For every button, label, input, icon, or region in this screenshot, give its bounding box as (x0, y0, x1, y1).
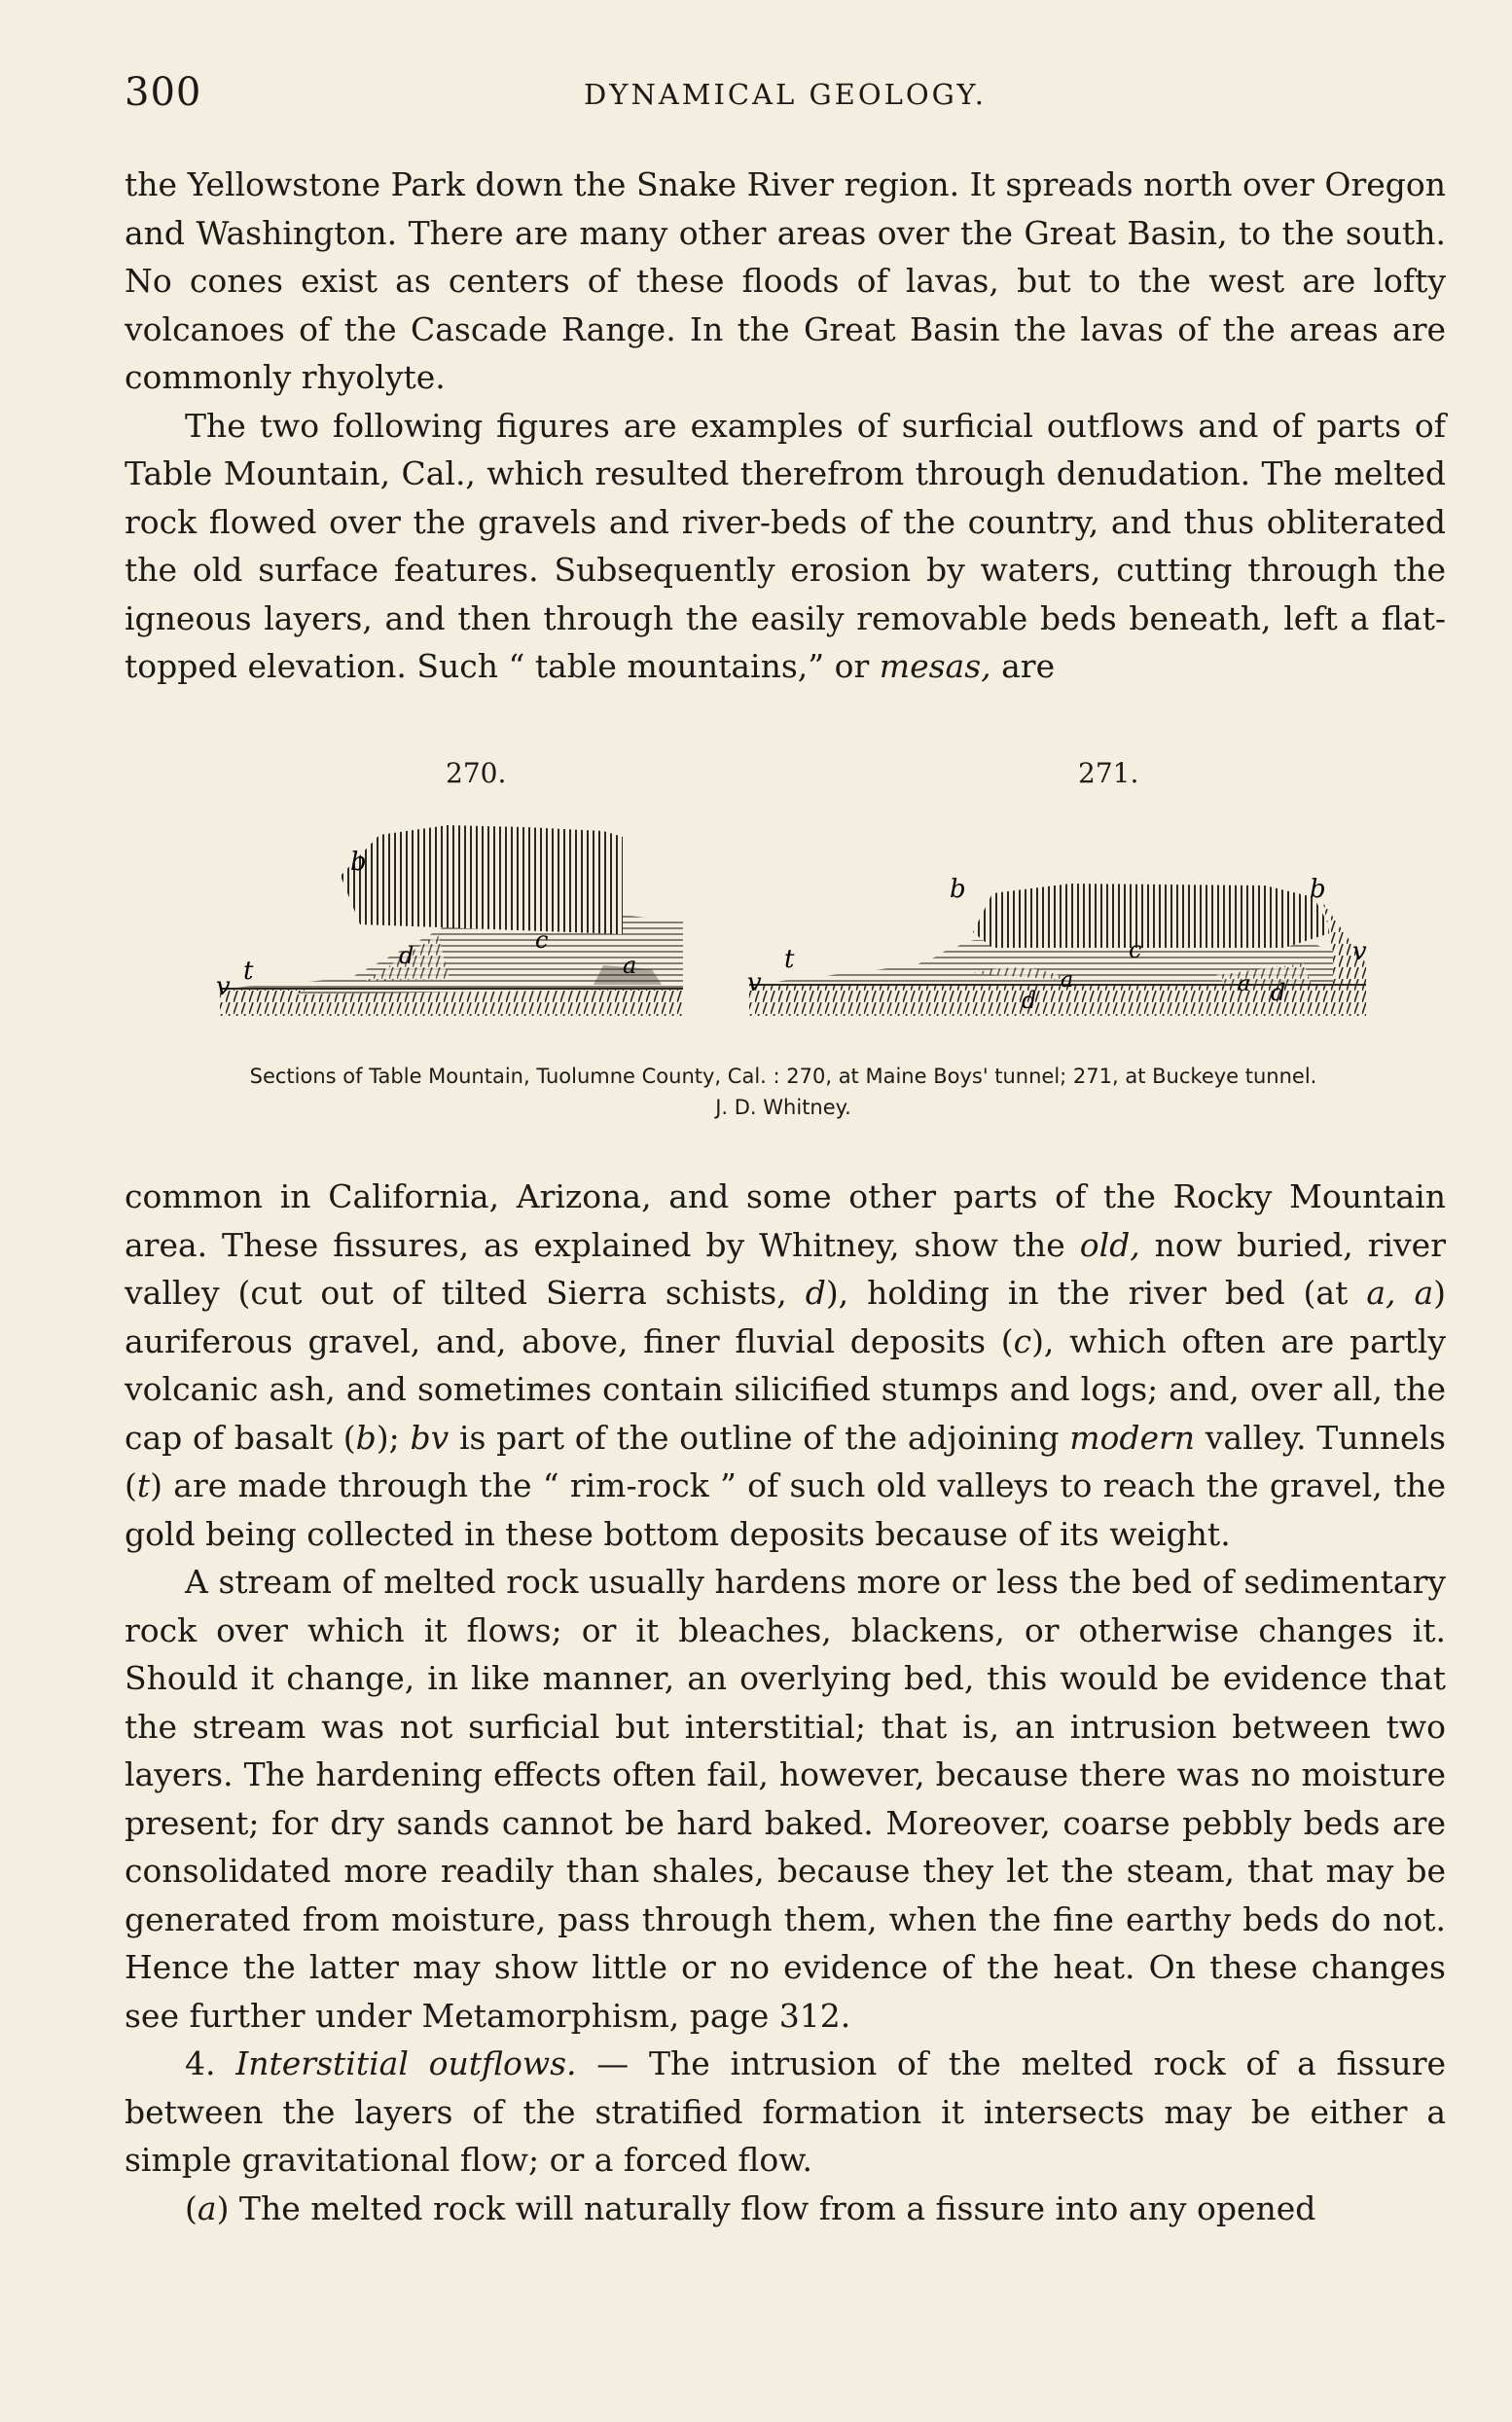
section-number: 4. (185, 2044, 236, 2082)
italic-mesas: mesas, (879, 647, 991, 685)
text-run: common in California, Arizona, and some other parts of the Rocky Mountain area. These fissures, as explained by Whitney, show the (125, 1177, 1446, 1264)
figure-270-number: 270. (446, 757, 507, 789)
caption-line-1: Sections of Table Mountain, Tuolumne County, Cal. : 270, at Maine Boys' tunnel; 271, at Buckeye tunnel. (249, 1065, 1317, 1088)
paragraph-table-mountains (125, 402, 1446, 691)
figure-271-label-v-right: v (1352, 937, 1367, 966)
figure-271-label-d-right: d (1271, 979, 1286, 1006)
running-title: DYNAMICAL GEOLOGY. (584, 78, 987, 111)
figure-270-label-a: a (623, 952, 637, 979)
figure-270-label-b: b (350, 848, 367, 877)
text-run: — The intrusion of the melted rock of a fissure between the layers of the stratified formation it intersects may be either a simple gravitational flow; or a forced flow. (125, 2044, 1446, 2179)
figure-271-label-t: t (784, 945, 795, 974)
text-run: ) auriferous gravel, and, above, finer fluvial deposits ( (125, 1274, 1446, 1360)
italic-old: old, (1079, 1225, 1140, 1264)
italic-bv: bv (410, 1418, 450, 1457)
figure-drawings (195, 757, 1382, 1049)
page-number: 300 (125, 70, 202, 115)
italic-modern: modern (1069, 1418, 1196, 1457)
text-run: is part of the outline of the adjoining (449, 1418, 1070, 1457)
figure-271-label-d-left: d (1022, 987, 1037, 1014)
body-text (125, 1173, 1446, 2232)
paragraph-stream: A stream of melted rock usually hardens more or less the bed of sedimentary rock over which it flows; or it bleaches, blackens, or otherwise changes it. Should it change, in like manner, an overlying bed, this would be evidence that the stream was not surficial but interstitial; that is, an intrusion between two layers. The hardening effects often fail, however, because there was no moisture present; for dry sands cannot be hard baked. Moreover, coarse pebbly beds are consolidated more readily than shales, because they let the steam, that may be generated from moisture, pass through them, when the fine earthy beds do not. Hence the latter may show little or no evidence of the heat. On these changes see further under Metamorphism, page 312. (125, 1563, 1446, 2035)
text-run: The two following figures are examples of surficial outflows and of parts of Table Mountain, Cal., which resulted therefrom through denudation. The melted rock flowed over the gravels and river-beds of the country, and thus obliterated the old surface features. Subsequently erosion by waters, cutting through the igneous layers, and then through the easily removable beds beneath, left a flat-topped elevation. Such “ table mountains,” or (125, 406, 1446, 685)
italic-t: t (136, 1466, 151, 1504)
figure-270-label-d: d (399, 942, 414, 969)
figure-271-label-a-left: a (1061, 968, 1074, 993)
italic-b: b (355, 1418, 377, 1457)
figure-271-label-a-right: a (1238, 972, 1251, 996)
page-header (125, 70, 1446, 128)
paragraph-continued (125, 1173, 1446, 1558)
text-run: ), holding in the river bed (at (825, 1274, 1367, 1312)
figure-271-number: 271. (1078, 757, 1139, 789)
caption-line-2: J. D. Whitney. (715, 1096, 851, 1119)
text-run: ); (376, 1418, 411, 1457)
figures (195, 757, 1382, 1049)
italic-a: a, a (1366, 1274, 1434, 1312)
figure-271-label-b-left: b (950, 875, 966, 904)
italic-c: c (1013, 1321, 1032, 1360)
text-run: ( (185, 2188, 198, 2227)
italic-d: d (805, 1274, 826, 1312)
figure-271-label-v-left: v (747, 968, 762, 997)
section-title: Interstitial outflows. (235, 2044, 577, 2082)
figure-271-label-c: c (1129, 936, 1142, 963)
text-run: are (990, 647, 1056, 685)
paragraph-interstitial (125, 2040, 1446, 2185)
text-run: ) The melted rock will naturally flow from a fissure into any opened (216, 2188, 1316, 2227)
text-run: valley. Tunnels ( (125, 1418, 1446, 1504)
text-run: now buried, river valley (cut out of tilted Sierra schists, (125, 1225, 1446, 1312)
paragraph-item-a (125, 2185, 1446, 2233)
figure-caption (117, 1061, 1450, 1123)
item-letter: a (197, 2188, 217, 2227)
figure-270-label-t: t (243, 957, 254, 986)
figure-270-drawing (220, 825, 683, 1016)
figure-271-label-b-right: b (1310, 875, 1326, 904)
top-text (125, 161, 1446, 691)
paragraph-lavas: the Yellowstone Park down the Snake River region. It spreads north over Oregon and Washington. There are many other areas over the Great Basin, to the south. No cones exist as centers of these floods of lavas, but to the west are lofty volcanoes of the Cascade Range. In the Great Basin the lavas of the areas are commonly rhyolyte. (125, 165, 1446, 396)
figure-270-label-v: v (216, 972, 231, 1001)
text-run: ) are made through the “ rim-rock ” of such old valleys to reach the gravel, the gold being collected in these bottom deposits because of its weight. (125, 1466, 1446, 1553)
figure-270-label-c: c (535, 926, 549, 954)
text-run: ), which often are partly volcanic ash, and sometimes contain silicified stumps and logs; and, over all, the cap of basalt ( (125, 1321, 1446, 1457)
